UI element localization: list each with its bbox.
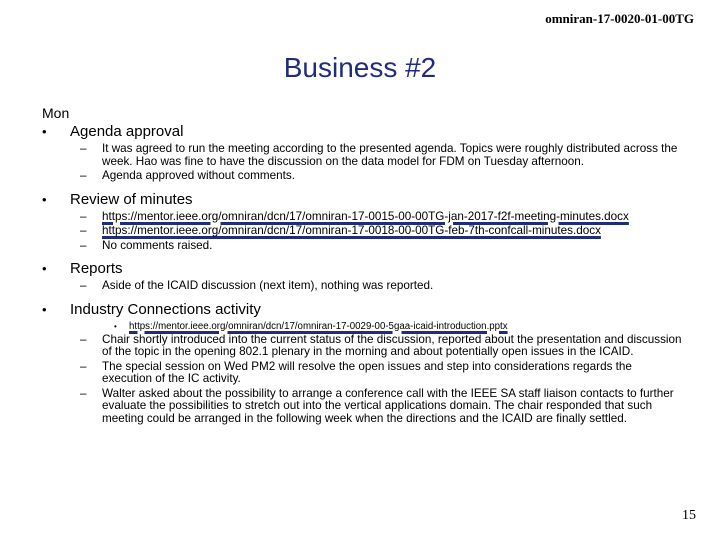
- slide-title: Business #2: [283, 52, 437, 83]
- dash-icon: –: [80, 142, 87, 155]
- bullet-icon: •: [42, 301, 47, 317]
- list-item-text: Chair shortly introduced into the current status of the discussion, reported about the presentation and discussion of the topic in the opening 802.1 plenary in the morning and about potentially open issues in the ICAID.: [102, 332, 682, 358]
- icaid-introduction-link[interactable]: https://mentor.ieee.org/omniran/dcn/17/omniran-17-0029-00-5gaa-icaid-introduction.pptx: [129, 320, 508, 332]
- minutes-link-feb[interactable]: https://mentor.ieee.org/omniran/dcn/17/omniran-17-0018-00-00TG-feb-7th-confcall-minutes.docx: [102, 224, 601, 237]
- list-item: [42, 334, 682, 359]
- list-item-text: Agenda approved without comments.: [102, 169, 295, 182]
- list-item-text: The special session on Wed PM2 will resolve the open issues and step into considerations regards the execution of the IC activity.: [102, 359, 632, 385]
- list-item: [42, 211, 682, 224]
- section-heading-reports: [42, 260, 682, 278]
- list-item-text: It was agreed to run the meeting according to the presented agenda. Topics were roughly distributed across the week. Hao was fine to have the discussion on the data model for FDM on Tuesday afternoon.: [102, 142, 678, 168]
- bullet-icon: •: [42, 191, 47, 207]
- document-id: omniran-17-0020-01-00TG: [545, 11, 694, 26]
- dash-icon: –: [80, 279, 87, 292]
- bullet-icon: •: [42, 261, 47, 276]
- day-label: Mon: [42, 105, 70, 121]
- list-item-text: No comments raised.: [102, 238, 213, 252]
- section-heading-text: Review of minutes: [70, 190, 193, 208]
- slide-body: [42, 104, 682, 425]
- minutes-link-jan[interactable]: https://mentor.ieee.org/omniran/dcn/17/omniran-17-0015-00-00TG-jan-2017-f2f-meeting-minutes.docx: [102, 209, 629, 223]
- section-heading-text: Reports: [70, 260, 123, 277]
- list-item: [42, 388, 682, 426]
- dash-icon: –: [80, 359, 87, 373]
- list-item: [42, 361, 682, 386]
- list-item: [42, 240, 682, 253]
- dash-icon: –: [80, 209, 87, 223]
- section-heading-text: Agenda approval: [70, 123, 184, 140]
- list-item: [42, 143, 682, 168]
- list-item: [42, 280, 682, 293]
- list-item: [42, 225, 682, 238]
- dash-icon: –: [80, 169, 87, 182]
- section-heading-text: Industry Connections activity: [70, 300, 261, 318]
- bullet-icon: •: [42, 124, 47, 139]
- list-item: [42, 170, 682, 183]
- list-item-text: Walter asked about the possibility to arrange a conference call with the IEEE SA staff liaison contacts to further evaluate the possibilities to stretch out into the vertical applications domain. The chair responded that such meeting could be arranged in the following week when the directions and the ICAID are finally settled.: [102, 386, 674, 425]
- dash-icon: –: [80, 224, 87, 237]
- section-heading-industry-connections: [42, 301, 682, 319]
- bullet-icon: •: [114, 321, 117, 331]
- section-heading-minutes: [42, 191, 682, 209]
- list-item-text: Aside of the ICAID discussion (next item), nothing was reported.: [102, 279, 434, 292]
- dash-icon: –: [80, 238, 87, 252]
- dash-icon: –: [80, 386, 87, 400]
- page-number: 15: [682, 508, 696, 523]
- list-item: [42, 321, 682, 332]
- dash-icon: –: [80, 332, 87, 346]
- section-heading-agenda: [42, 123, 682, 141]
